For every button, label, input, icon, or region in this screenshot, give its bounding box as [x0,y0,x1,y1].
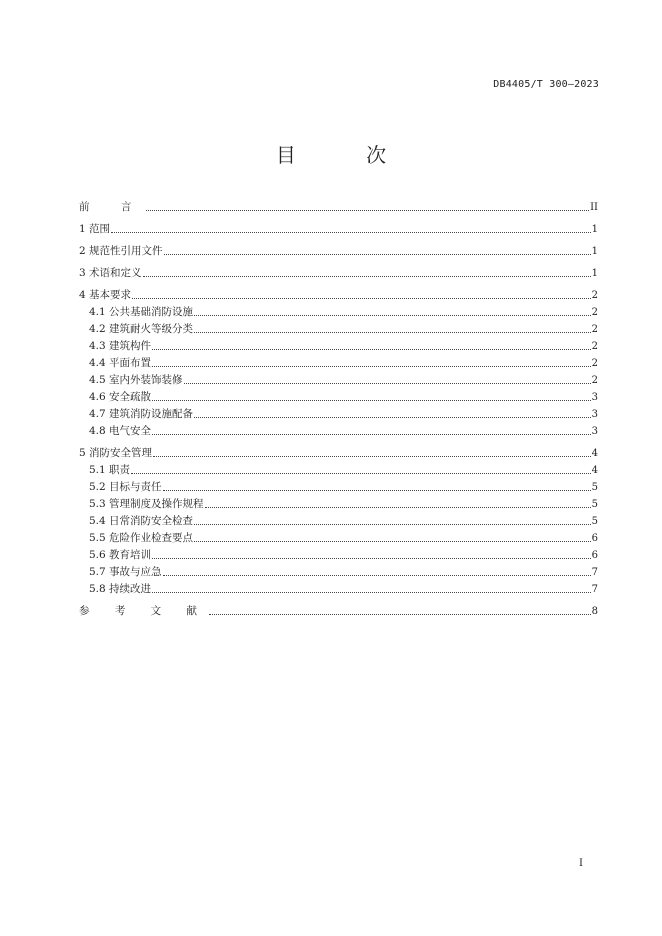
toc-entry-page: II [590,202,598,213]
toc-entry[interactable] [79,423,598,440]
toc-entry-page: 2 [591,324,598,335]
toc-leader-dots [164,254,591,255]
toc-entry-label: 4.4 平面布置 [89,357,152,369]
toc-leader-dots [152,434,591,435]
toc-leader-dots [205,507,591,508]
toc-entry-page: 6 [591,550,598,561]
toc-entry-label: 4.1 公共基础消防设施 [89,306,194,318]
toc-entry-label: 4.3 建筑构件 [89,340,152,352]
toc-entry[interactable] [79,287,598,304]
document-code: DB4405/T 300—2023 [493,79,599,90]
toc-leader-dots [194,315,591,316]
toc-entry[interactable] [79,243,598,260]
toc-leader-dots [152,558,591,559]
toc-entry-label: 4.7 建筑消防设施配备 [89,408,194,420]
toc-leader-dots [131,473,591,474]
toc-entry-page: 2 [591,290,598,301]
toc-leader-dots [194,332,591,333]
toc-entry[interactable] [79,338,598,355]
toc-leader-dots [146,210,589,211]
page-number: I [579,858,583,869]
toc-entry-page: 5 [591,482,598,493]
toc-leader-dots [152,349,591,350]
toc-entry-page: 2 [591,341,598,352]
toc-entry-label: 4 基本要求 [79,289,132,301]
toc-leader-dots [111,232,591,233]
toc-leader-dots [184,383,591,384]
toc-entry[interactable] [79,355,598,372]
toc-entry[interactable] [79,221,598,238]
toc-entry-label: 3 术语和定义 [79,267,142,279]
toc-entry[interactable] [79,199,598,216]
toc-leader-dots [194,541,591,542]
toc-entry-page: 2 [591,375,598,386]
toc-entry-label: 5.5 危险作业检查要点 [89,532,194,544]
toc-entry[interactable] [79,496,598,513]
toc-leader-dots [163,575,591,576]
toc-entry[interactable] [79,530,598,547]
toc-entry-label: 参 考 文 献 [79,605,209,617]
toc-entry-page: 7 [591,584,598,595]
toc-entry-page: 5 [591,516,598,527]
toc-entry-page: 5 [591,499,598,510]
page-title: 目 次 [275,143,419,167]
toc-leader-dots [153,456,591,457]
toc-entry-label: 4.5 室内外装饰装修 [89,374,183,386]
toc-entry-page: 6 [591,533,598,544]
toc-entry-label: 5.2 目标与责任 [89,481,162,493]
toc-entry[interactable] [79,462,598,479]
toc-entry-page: 4 [591,465,598,476]
toc-leader-dots [152,400,591,401]
toc-entry-page: 3 [591,426,598,437]
toc-entry-page: 1 [591,246,598,257]
toc-entry-page: 1 [591,268,598,279]
toc-entry[interactable] [79,372,598,389]
toc-entry[interactable] [79,564,598,581]
toc-entry-label: 5.1 职责 [89,464,131,476]
toc-entry[interactable] [79,513,598,530]
toc-entry-page: 1 [591,224,598,235]
toc-entry[interactable] [79,406,598,423]
toc-entry-page: 2 [591,307,598,318]
toc-entry-label: 5.6 教育培训 [89,549,152,561]
toc-entry-page: 3 [591,409,598,420]
toc-entry-label: 2 规范性引用文件 [79,245,163,257]
toc-entry[interactable] [79,445,598,462]
toc-entry[interactable] [79,389,598,406]
toc-entry-label: 5.8 持续改进 [89,583,152,595]
toc-entry-label: 前 言 [79,201,146,213]
toc-entry-label: 4.6 安全疏散 [89,391,152,403]
toc-entry-label: 5.3 管理制度及操作规程 [89,498,204,510]
toc-entry-page: 7 [591,567,598,578]
toc-leader-dots [143,276,591,277]
toc-entry-label: 5.7 事故与应急 [89,566,162,578]
table-of-contents [79,199,598,620]
toc-entry-label: 4.8 电气安全 [89,425,152,437]
toc-entry[interactable] [79,304,598,321]
toc-leader-dots [152,366,591,367]
toc-entry-page: 8 [591,606,598,617]
toc-leader-dots [163,490,591,491]
toc-entry-page: 4 [591,448,598,459]
toc-entry-page: 2 [591,358,598,369]
toc-entry-label: 4.2 建筑耐火等级分类 [89,323,194,335]
toc-entry-label: 1 范围 [79,223,111,235]
toc-entry-page: 3 [591,392,598,403]
toc-entry[interactable] [79,321,598,338]
toc-leader-dots [152,592,591,593]
toc-entry[interactable] [79,581,598,598]
toc-leader-dots [194,417,591,418]
toc-leader-dots [132,298,591,299]
toc-leader-dots [209,614,591,615]
toc-entry-label: 5.4 日常消防安全检查 [89,515,194,527]
toc-entry[interactable] [79,479,598,496]
toc-entry[interactable] [79,265,598,282]
toc-entry-label: 5 消防安全管理 [79,447,153,459]
toc-leader-dots [194,524,591,525]
toc-entry[interactable] [79,547,598,564]
toc-entry[interactable] [79,603,598,620]
